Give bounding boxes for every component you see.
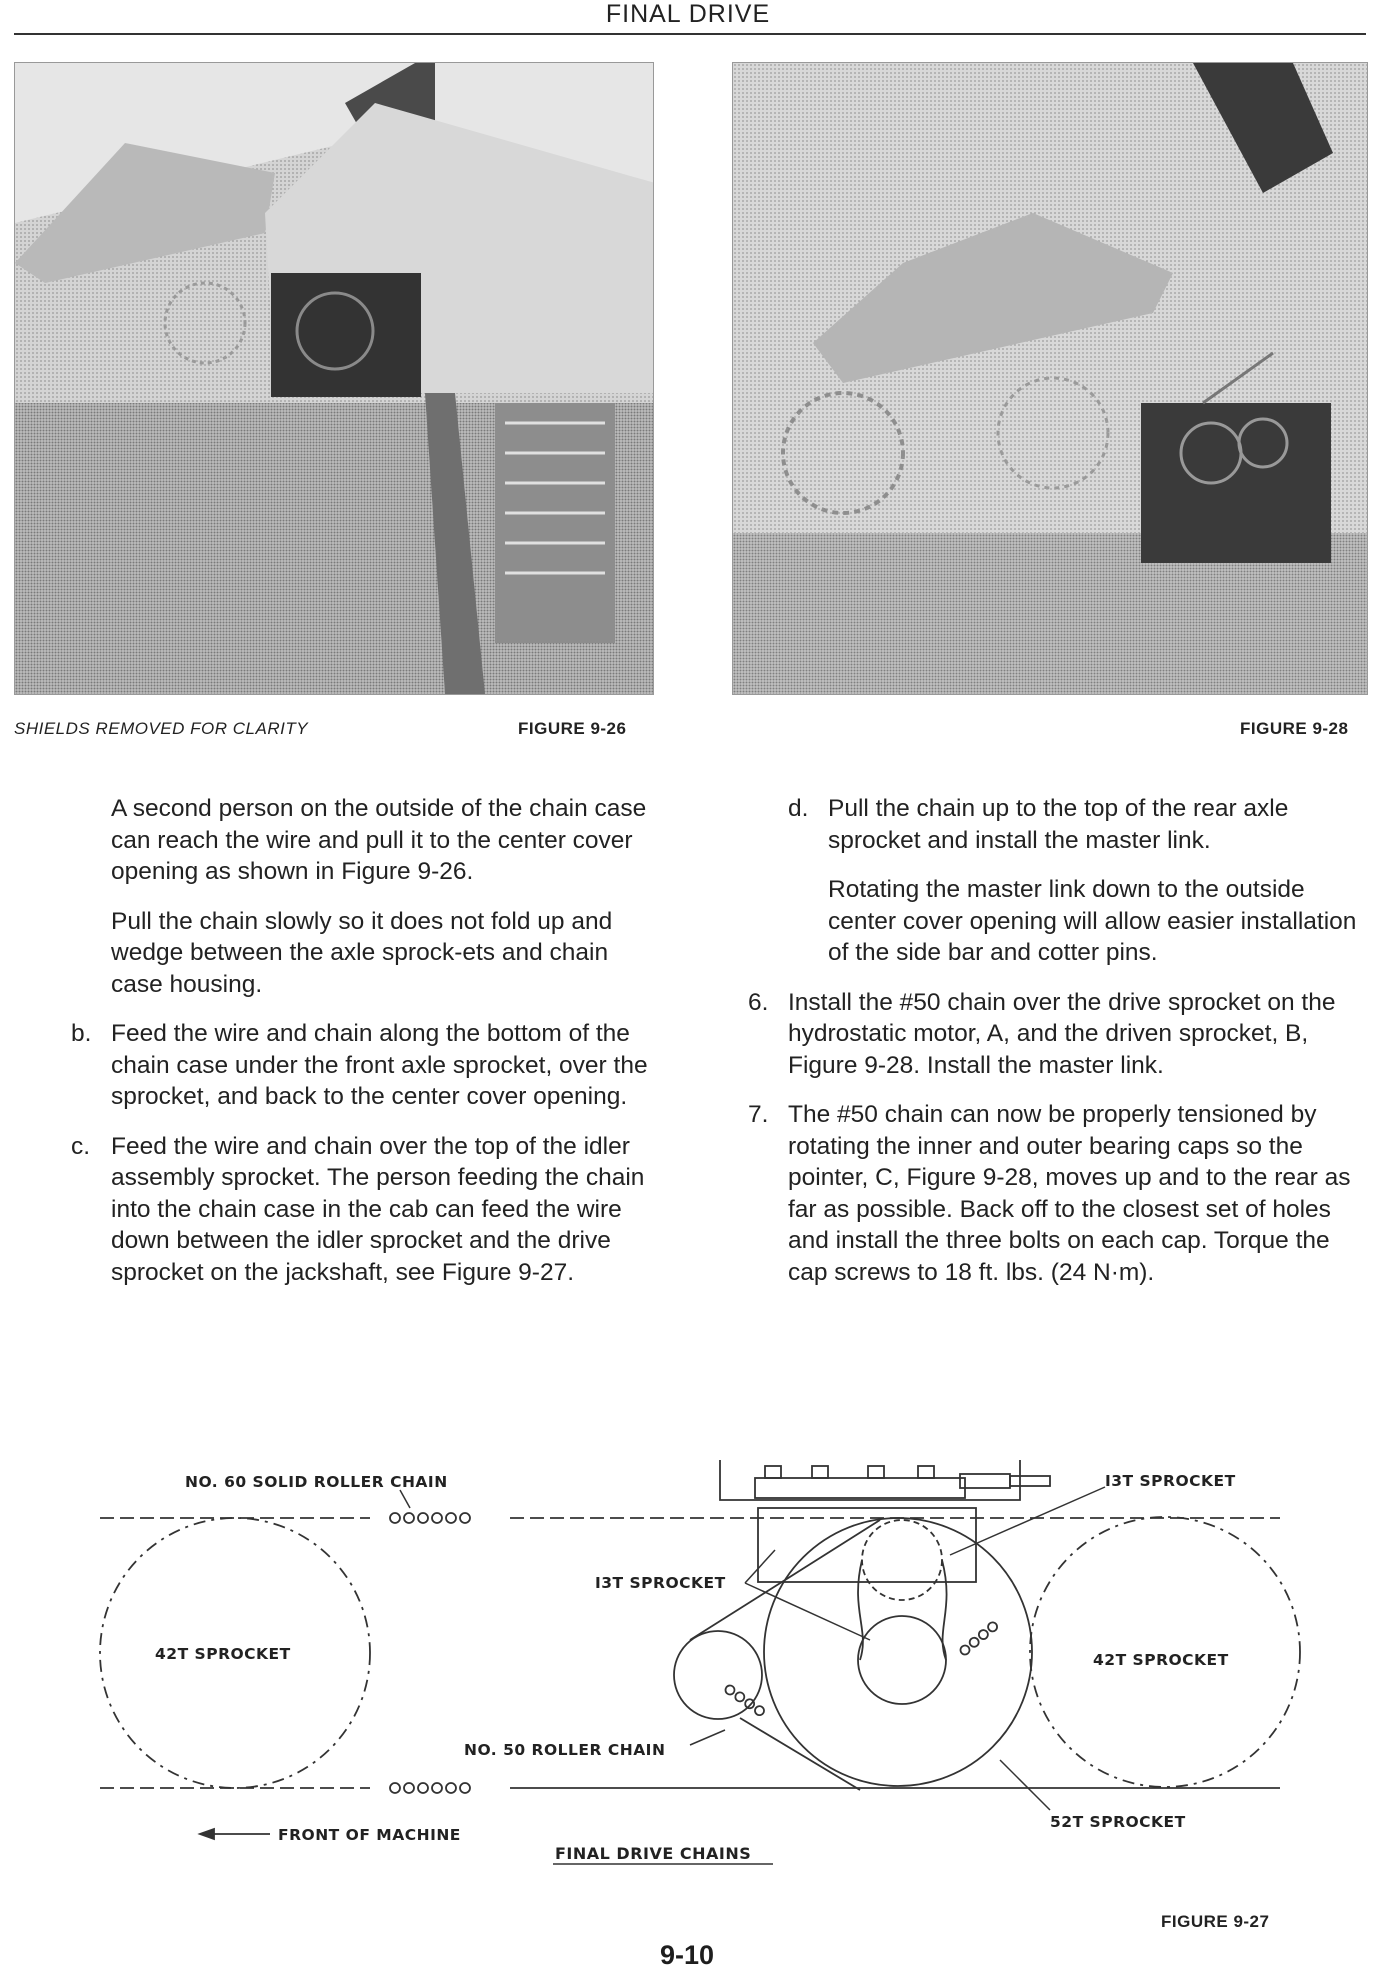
label-left-42t: 42T SPROCKET: [155, 1645, 291, 1663]
center-13t-sprocket-circle: [858, 1616, 946, 1704]
page-number: 9-10: [660, 1940, 715, 1970]
label-right-42t: 42T SPROCKET: [1093, 1651, 1229, 1669]
page-header-title: FINAL DRIVE: [605, 0, 771, 28]
label-center-13t: I3T SPROCKET: [595, 1574, 726, 1592]
upper-13t-sprocket-circle: [862, 1520, 942, 1600]
step-text: Feed the wire and chain along the bottom of the chain case under the front axle sprocket, over the sprocket, and back to the center cover opening.: [111, 1020, 648, 1110]
step-7: [748, 1099, 1369, 1288]
small-sprocket-circle: [674, 1631, 762, 1719]
photo-figure-9-28: [732, 62, 1368, 695]
label-52t-sprocket: 52T SPROCKET: [1050, 1813, 1186, 1831]
left-column: [71, 793, 656, 1306]
step-c: [71, 1131, 656, 1289]
step-d: [788, 793, 1369, 856]
step-text: The #50 chain can now be properly tensioned by rotating the inner and outer bearing caps so the pointer, C, Figure 9-28, moves up and to the rear as far as possible. Back off to the closest set of holes and install the three bolts on each cap. Torque the cap screws to 18 ft. lbs. (24 N·m).: [788, 1101, 1351, 1286]
figure-9-27-label: FIGURE 9-27: [1161, 1912, 1270, 1931]
step-6: [748, 987, 1369, 1082]
figure-9-28-label: FIGURE 9-28: [1240, 719, 1349, 738]
step-marker: b.: [71, 1020, 92, 1047]
header-divider: [14, 33, 1366, 35]
photo-figure-9-26: [14, 62, 654, 695]
label-no60-chain: NO. 60 SOLID ROLLER CHAIN: [185, 1473, 448, 1491]
instruction-paragraph: Pull the chain slowly so it does not fold up and wedge between the axle sprock-ets and chain case housing.: [111, 907, 613, 998]
figure-9-26-note: SHIELDS REMOVED FOR CLARITY: [14, 719, 309, 738]
step-text: Feed the wire and chain over the top of the idler assembly sprocket. The person feeding the chain into the chain case in the cab can feed the wire down between the idler sprocket and the drive sprocket on the jackshaft, see Figure 9-27.: [111, 1132, 645, 1286]
step-text: Pull the chain up to the top of the rear axle sprocket and install the master link.: [828, 795, 1289, 854]
final-drive-chains-diagram: [0, 1440, 1376, 1880]
step-b: [71, 1018, 656, 1113]
figure-9-26-label: FIGURE 9-26: [518, 719, 627, 738]
step-d-note: Rotating the master link down to the outside center cover opening will allow easier installation of the side bar and cotter pins.: [828, 876, 1357, 966]
label-no50-chain: NO. 50 ROLLER CHAIN: [464, 1741, 666, 1759]
diagram-title: FINAL DRIVE CHAINS: [555, 1844, 752, 1863]
instruction-paragraph: A second person on the outside of the chain case can reach the wire and pull it to the center cover opening as shown in Figure 9-26.: [111, 795, 647, 885]
step-marker: c.: [71, 1132, 91, 1160]
label-top-13t: I3T SPROCKET: [1105, 1472, 1236, 1490]
step-text: Install the #50 chain over the drive sprocket on the hydrostatic motor, A, and the driven sprocket, B, Figure 9-28. Install the master link.: [788, 988, 1336, 1079]
52t-sprocket-circle: [764, 1518, 1032, 1786]
step-marker: d.: [788, 795, 809, 822]
right-column: [748, 793, 1369, 1306]
label-front-of-machine: FRONT OF MACHINE: [278, 1826, 461, 1844]
step-marker: 6.: [748, 988, 769, 1016]
step-marker: 7.: [748, 1101, 769, 1128]
